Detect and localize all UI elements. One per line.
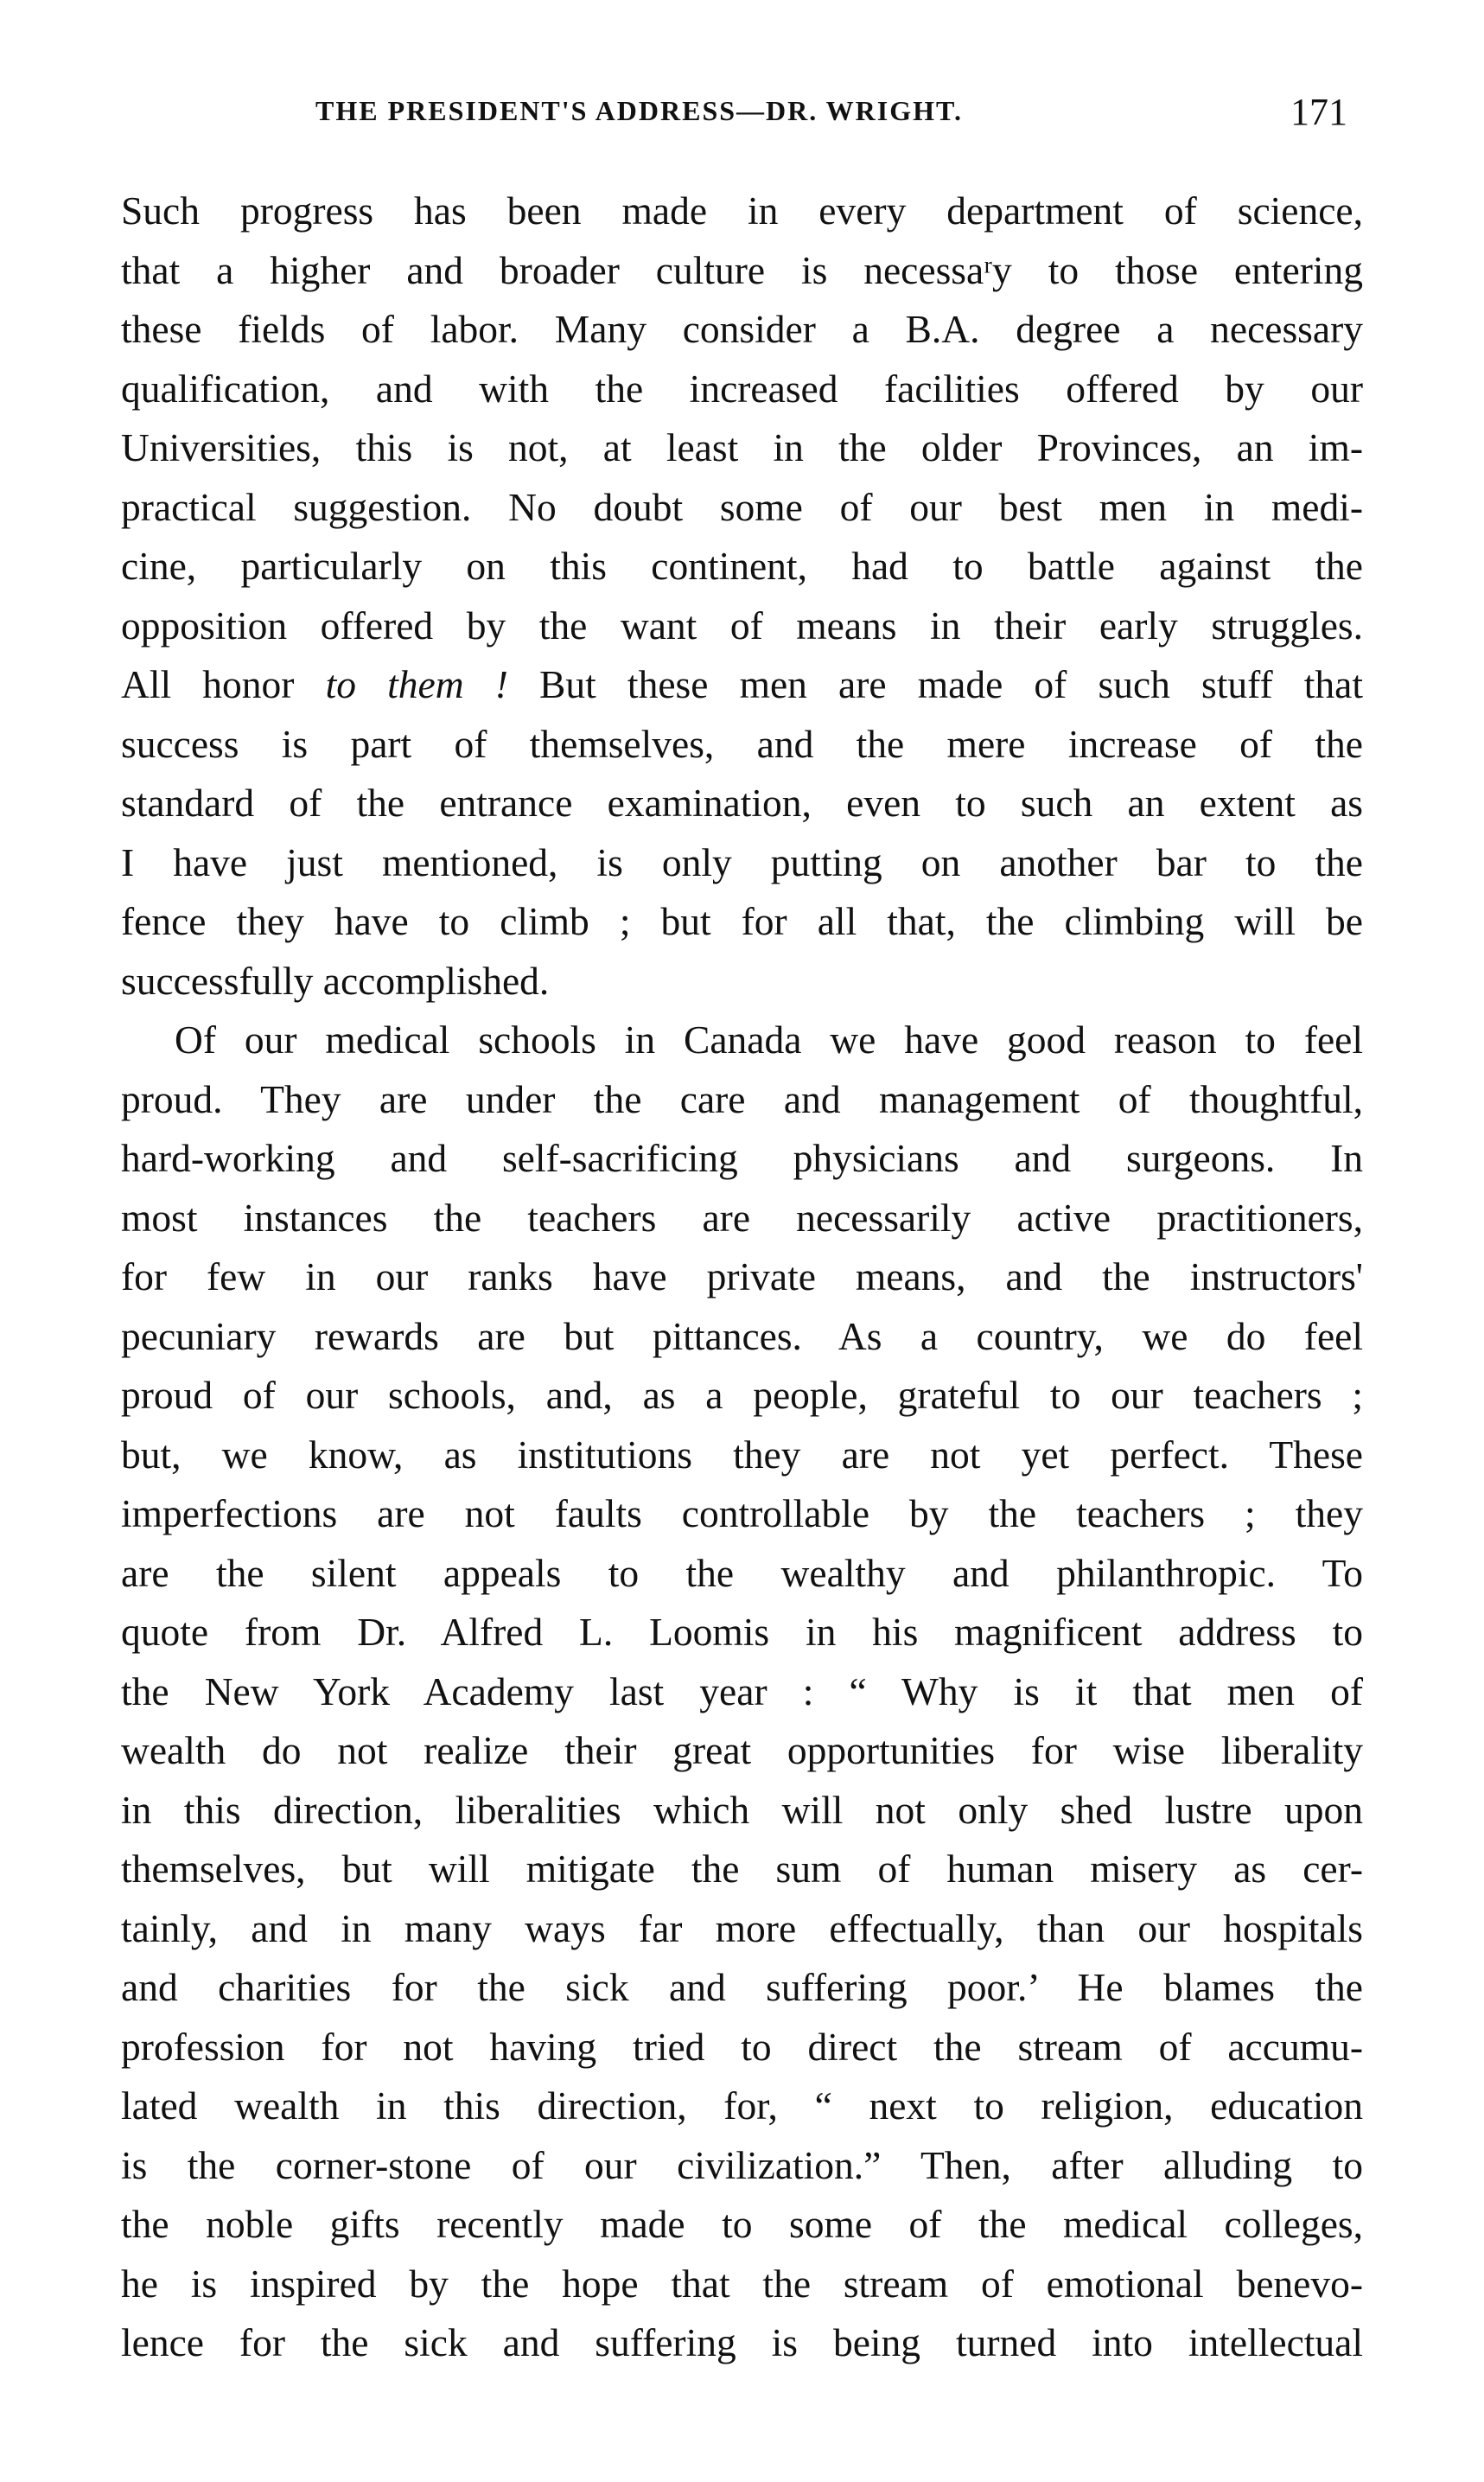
text-line: and charities for the sick and suffering poor.’ He blames the	[121, 1965, 1363, 2009]
text-line-with-emphasis	[121, 655, 1363, 715]
emphasis-italic: to them !	[325, 662, 508, 706]
text-line: proud of our schools, and, as a people, grateful to our teachers ;	[121, 1373, 1363, 1417]
text-line: imperfections are not faults controllable by the teachers ; they	[121, 1491, 1363, 1535]
paragraph-1	[121, 182, 1363, 1011]
text-line: he is inspired by the hope that the stream of emotional benevo-	[121, 2261, 1363, 2306]
text-line: for few in our ranks have private means, and the instructors'	[121, 1254, 1363, 1298]
text-line: wealth do not realize their great opportunities for wise liberality	[121, 1728, 1363, 1772]
body-text	[121, 182, 1363, 2373]
text-line: themselves, but will mitigate the sum of human misery as cer-	[121, 1847, 1363, 1891]
text-line: that a higher and broader culture is necessaʳy to those entering	[121, 247, 1363, 292]
text-line: opposition offered by the want of means in their early struggles.	[121, 603, 1363, 648]
text-line: is the corner-stone of our civilization.” Then, after alluding to	[121, 2142, 1363, 2187]
emphasis-after: But these men are made of such stuff that	[507, 662, 1363, 706]
text-line: hard-working and self-sacrificing physicians and surgeons. In	[121, 1136, 1363, 1180]
text-line: practical suggestion. No doubt some of our best men in medi-	[121, 484, 1363, 529]
paragraph-2	[121, 1011, 1363, 2373]
text-line: fence they have to climb ; but for all that, the climbing will be	[121, 899, 1363, 943]
text-line: these fields of labor. Many consider a B.A. degree a necessary	[121, 307, 1363, 351]
text-line: the noble gifts recently made to some of the medical colleges,	[121, 2202, 1363, 2246]
text-line: proud. They are under the care and management of thoughtful,	[121, 1076, 1363, 1121]
text-line: tainly, and in many ways far more effectually, than our hospitals	[121, 1905, 1363, 1950]
text-line: most instances the teachers are necessarily active practitioners,	[121, 1195, 1363, 1240]
text-line: Such progress has been made in every department of science,	[121, 188, 1363, 233]
text-line: lated wealth in this direction, for, “ next to religion, education	[121, 2083, 1363, 2128]
text-line: I have just mentioned, is only putting on another bar to the	[121, 839, 1363, 884]
emphasis-before: All honor	[121, 662, 326, 706]
text-line: pecuniary rewards are but pittances. As a country, we do feel	[121, 1313, 1363, 1358]
text-line: standard of the entrance examination, even to such an extent as	[121, 781, 1363, 825]
text-line: Of our medical schools in Canada we have good reason to feel	[175, 1018, 1363, 1062]
text-line: profession for not having tried to direct the stream of accumu-	[121, 2024, 1363, 2069]
text-line: Universities, this is not, at least in the older Provinces, an im-	[121, 425, 1363, 469]
running-header	[121, 90, 1363, 142]
page-number: 171	[1290, 91, 1347, 133]
text-line: cine, particularly on this continent, had to battle against the	[121, 544, 1363, 588]
text-line: in this direction, liberalities which will not only shed lustre upon	[121, 1787, 1363, 1832]
text-line: are the silent appeals to the wealthy and philanthropic. To	[121, 1550, 1363, 1595]
text-line: quote from Dr. Alfred L. Loomis in his magnificent address to	[121, 1610, 1363, 1654]
text-line: the New York Academy last year : “ Why is it that men of	[121, 1668, 1363, 1713]
text-line: qualification, and with the increased facilities offered by our	[121, 366, 1363, 411]
text-line: success is part of themselves, and the mere increase of the	[121, 721, 1363, 766]
text-line: but, we know, as institutions they are not yet perfect. These	[121, 1432, 1363, 1477]
text-line: successfully accomplished.	[121, 958, 550, 1003]
running-title: THE PRESIDENT'S ADDRESS—DR. WRIGHT.	[315, 95, 963, 126]
text-line: lence for the sick and suffering is being turned into intellectual	[121, 2320, 1363, 2364]
